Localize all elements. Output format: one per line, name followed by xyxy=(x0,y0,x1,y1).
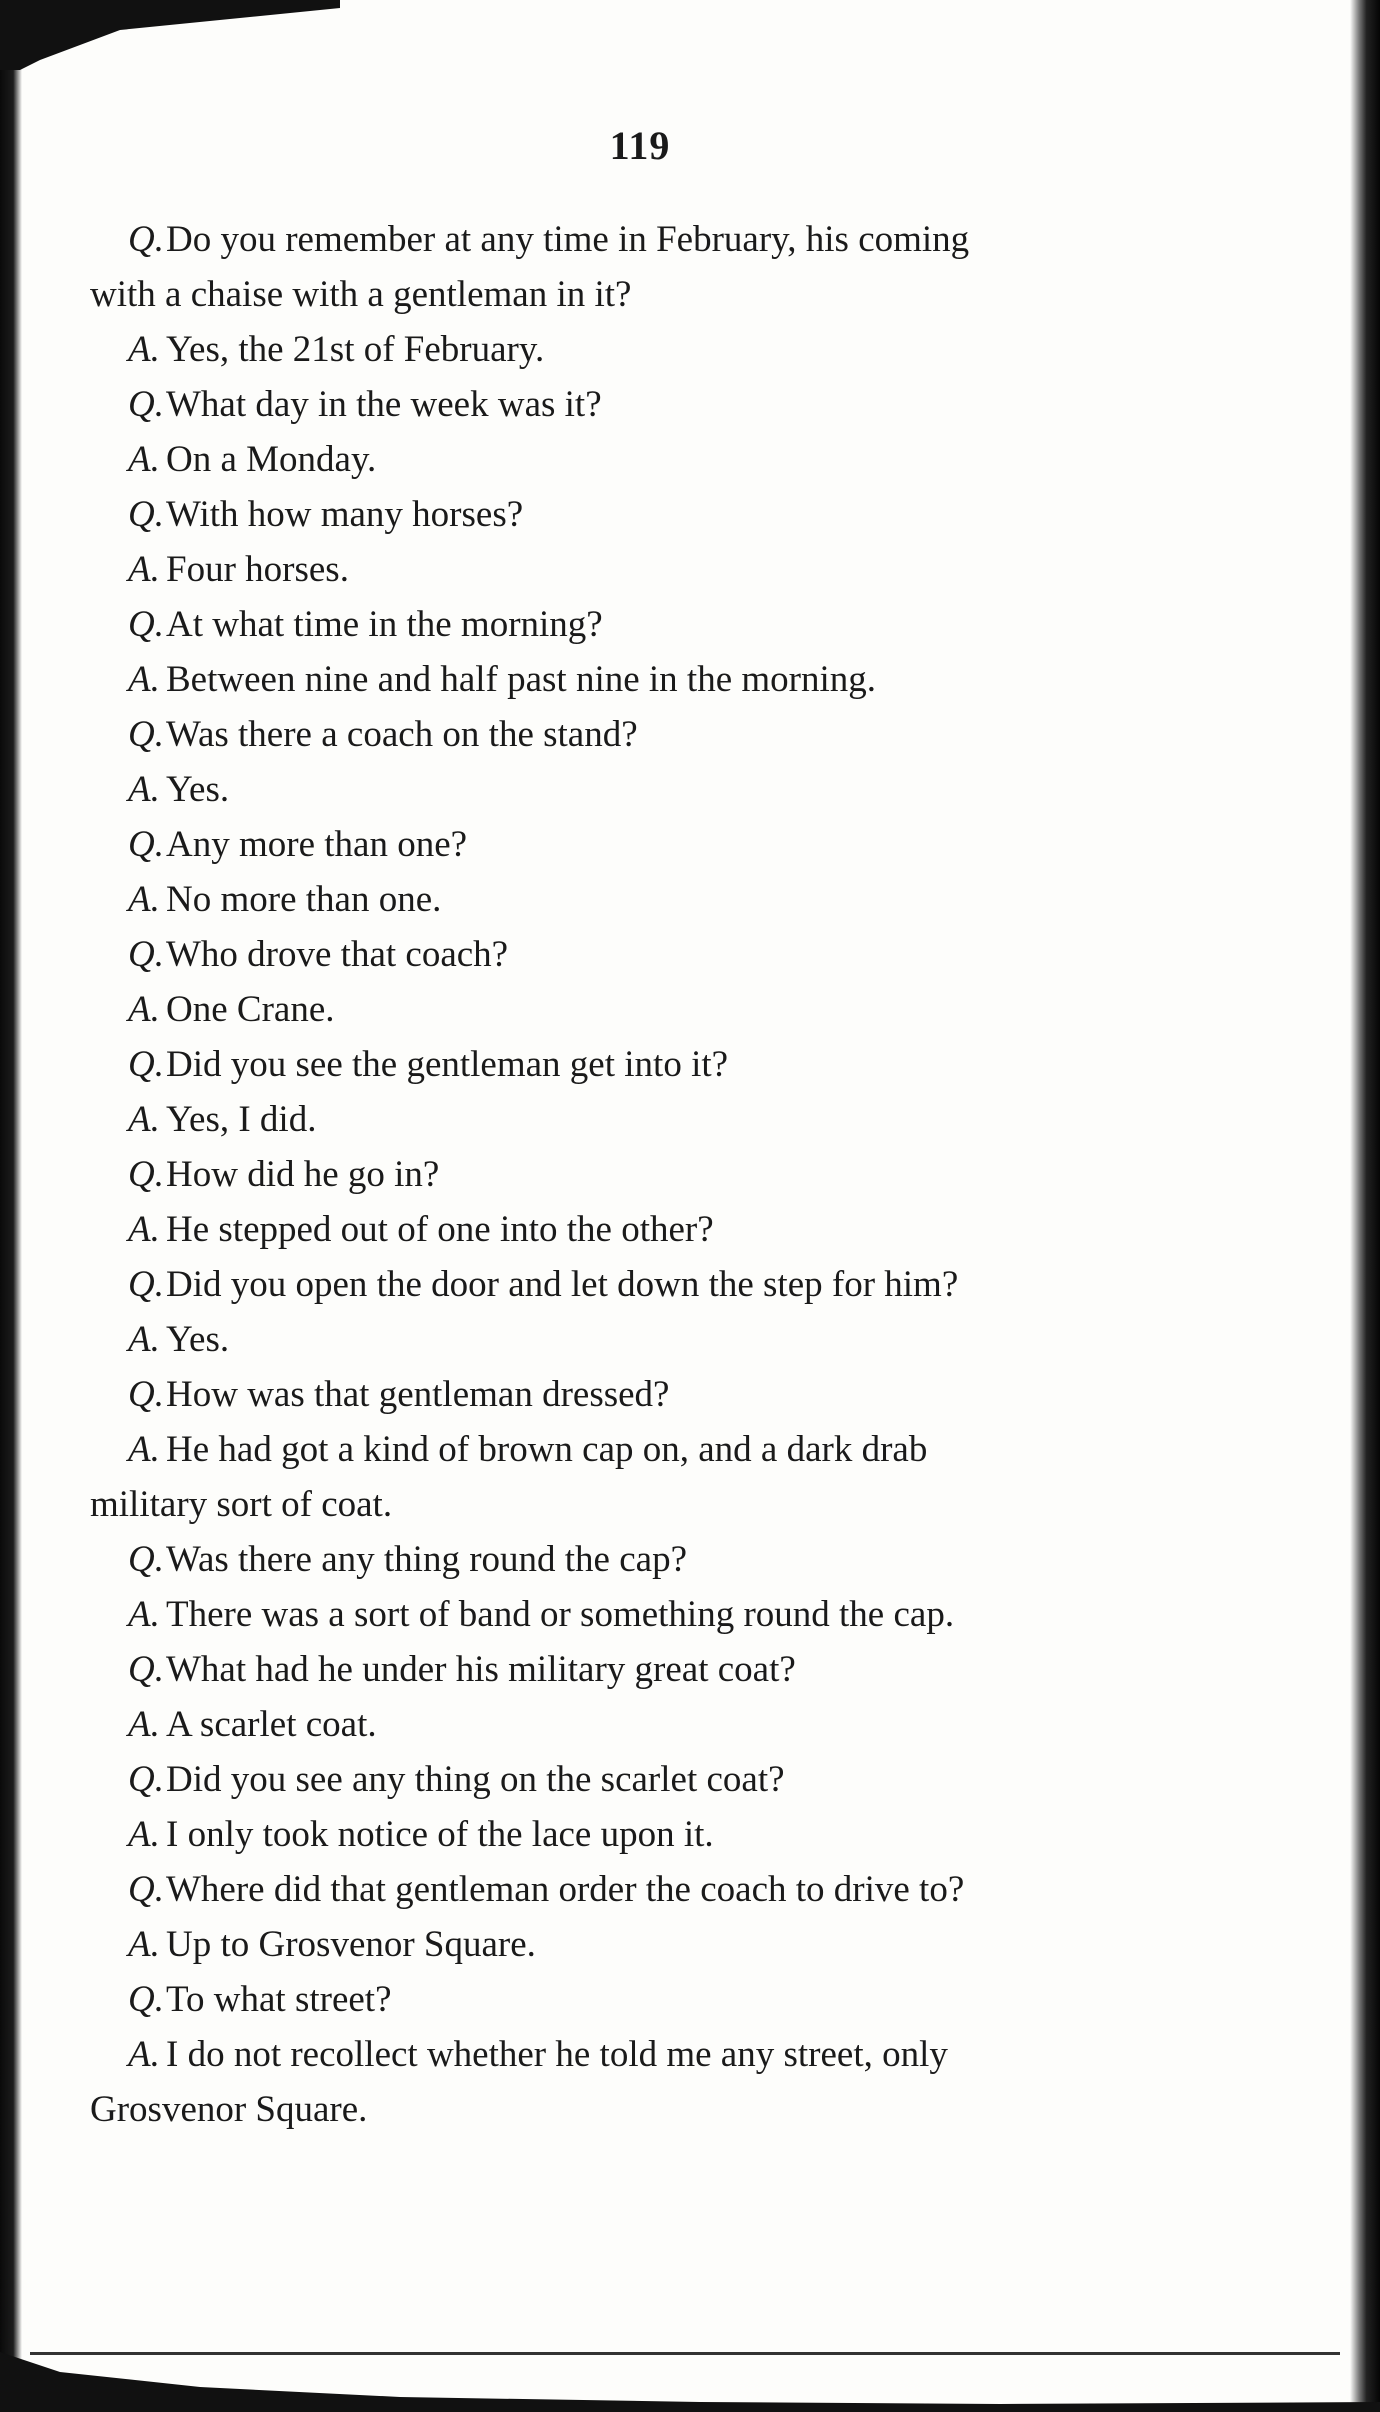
line-text: Was there a coach on the stand? xyxy=(166,714,638,755)
question-marker: Q. xyxy=(128,1759,164,1800)
question-marker: Q. xyxy=(128,1154,164,1195)
line-text: On a Monday. xyxy=(166,439,377,480)
text-line xyxy=(90,597,1200,652)
text-line xyxy=(90,1587,1200,1642)
question-marker: Q. xyxy=(128,384,164,425)
question-marker: Q. xyxy=(128,934,164,975)
text-line xyxy=(90,322,1200,377)
question-marker: Q. xyxy=(128,1264,164,1305)
text-line xyxy=(90,1917,1200,1972)
line-text: Up to Grosvenor Square. xyxy=(166,1924,536,1965)
text-line xyxy=(90,2082,1200,2137)
question-marker: Q. xyxy=(128,1979,164,2020)
text-line xyxy=(90,1807,1200,1862)
text-line xyxy=(90,1642,1200,1697)
text-line xyxy=(90,542,1200,597)
line-text: Did you open the door and let down the step for him? xyxy=(166,1264,959,1305)
question-marker: Q. xyxy=(128,1044,164,1085)
answer-marker: A. xyxy=(128,1594,160,1635)
question-marker: Q. xyxy=(128,604,164,645)
text-line xyxy=(90,1422,1200,1477)
text-line xyxy=(90,817,1200,872)
question-marker: Q. xyxy=(128,824,164,865)
line-text: Grosvenor Square. xyxy=(90,2089,368,2130)
answer-marker: A. xyxy=(128,879,160,920)
text-line xyxy=(90,707,1200,762)
line-text: One Crane. xyxy=(166,989,335,1030)
text-line xyxy=(90,1147,1200,1202)
line-text: Did you see any thing on the scarlet coat? xyxy=(166,1759,785,1800)
line-text: No more than one. xyxy=(166,879,442,920)
answer-marker: A. xyxy=(128,1209,160,1250)
line-text: Was there any thing round the cap? xyxy=(166,1539,687,1580)
line-text: Any more than one? xyxy=(166,824,468,865)
text-line xyxy=(90,2027,1200,2082)
question-marker: Q. xyxy=(128,219,164,260)
text-line xyxy=(90,1037,1200,1092)
line-text: Where did that gentleman order the coach to drive to? xyxy=(166,1869,965,1910)
text-line xyxy=(90,1202,1200,1257)
line-text: He had got a kind of brown cap on, and a dark drab xyxy=(166,1429,928,1470)
scan-bottom-rule xyxy=(30,2352,1340,2355)
text-line xyxy=(90,1532,1200,1587)
line-text: I do not recollect whether he told me any street, only xyxy=(166,2034,948,2075)
line-text: With how many horses? xyxy=(166,494,524,535)
question-marker: Q. xyxy=(128,714,164,755)
line-text: Between nine and half past nine in the morning. xyxy=(166,659,877,700)
text-line xyxy=(90,927,1200,982)
answer-marker: A. xyxy=(128,1429,160,1470)
answer-marker: A. xyxy=(128,329,160,370)
line-text: military sort of coat. xyxy=(90,1484,393,1525)
answer-marker: A. xyxy=(128,1099,160,1140)
line-text: How did he go in? xyxy=(166,1154,440,1195)
line-text: Who drove that coach? xyxy=(166,934,509,975)
text-line xyxy=(90,872,1200,927)
line-text: There was a sort of band or something round the cap. xyxy=(166,1594,955,1635)
text-line xyxy=(90,1257,1200,1312)
question-marker: Q. xyxy=(128,1539,164,1580)
answer-marker: A. xyxy=(128,549,160,590)
text-line xyxy=(90,1367,1200,1422)
question-marker: Q. xyxy=(128,494,164,535)
line-text: Yes, I did. xyxy=(166,1099,317,1140)
answer-marker: A. xyxy=(128,1924,160,1965)
line-text: What day in the week was it? xyxy=(166,384,602,425)
line-text: Yes. xyxy=(166,1319,230,1360)
text-line xyxy=(90,1972,1200,2027)
line-text: Did you see the gentleman get into it? xyxy=(166,1044,729,1085)
answer-marker: A. xyxy=(128,659,160,700)
text-line xyxy=(90,432,1200,487)
text-line xyxy=(90,652,1200,707)
line-text: I only took notice of the lace upon it. xyxy=(166,1814,714,1855)
page-number: 119 xyxy=(609,123,671,168)
scan-edge-right xyxy=(1350,0,1380,2412)
answer-marker: A. xyxy=(128,1319,160,1360)
question-marker: Q. xyxy=(128,1649,164,1690)
text-line xyxy=(90,487,1200,542)
scan-edge-left xyxy=(0,30,22,2412)
testimony-text xyxy=(90,212,1200,2137)
text-line xyxy=(90,762,1200,817)
line-text: Yes, the 21st of February. xyxy=(166,329,545,370)
text-line xyxy=(90,1862,1200,1917)
line-text: Do you remember at any time in February, his coming xyxy=(166,219,970,260)
line-text: Yes. xyxy=(166,769,230,810)
line-text: At what time in the morning? xyxy=(166,604,603,645)
answer-marker: A. xyxy=(128,769,160,810)
line-text: To what street? xyxy=(166,1979,392,2020)
text-line xyxy=(90,1092,1200,1147)
answer-marker: A. xyxy=(128,1814,160,1855)
text-line xyxy=(90,1312,1200,1367)
line-text: Four horses. xyxy=(166,549,349,590)
line-text: He stepped out of one into the other? xyxy=(166,1209,714,1250)
line-text: What had he under his military great coat? xyxy=(166,1649,796,1690)
line-text: with a chaise with a gentleman in it? xyxy=(90,274,632,315)
line-text: How was that gentleman dressed? xyxy=(166,1374,670,1415)
answer-marker: A. xyxy=(128,439,160,480)
answer-marker: A. xyxy=(128,2034,160,2075)
text-line xyxy=(90,982,1200,1037)
text-line xyxy=(90,212,1200,267)
line-text: A scarlet coat. xyxy=(166,1704,377,1745)
answer-marker: A. xyxy=(128,989,160,1030)
text-line xyxy=(90,1697,1200,1752)
scan-edge-top xyxy=(0,0,340,70)
text-line xyxy=(90,267,1200,322)
text-line xyxy=(90,1752,1200,1807)
text-line xyxy=(90,1477,1200,1532)
question-marker: Q. xyxy=(128,1869,164,1910)
text-line xyxy=(90,377,1200,432)
answer-marker: A. xyxy=(128,1704,160,1745)
question-marker: Q. xyxy=(128,1374,164,1415)
